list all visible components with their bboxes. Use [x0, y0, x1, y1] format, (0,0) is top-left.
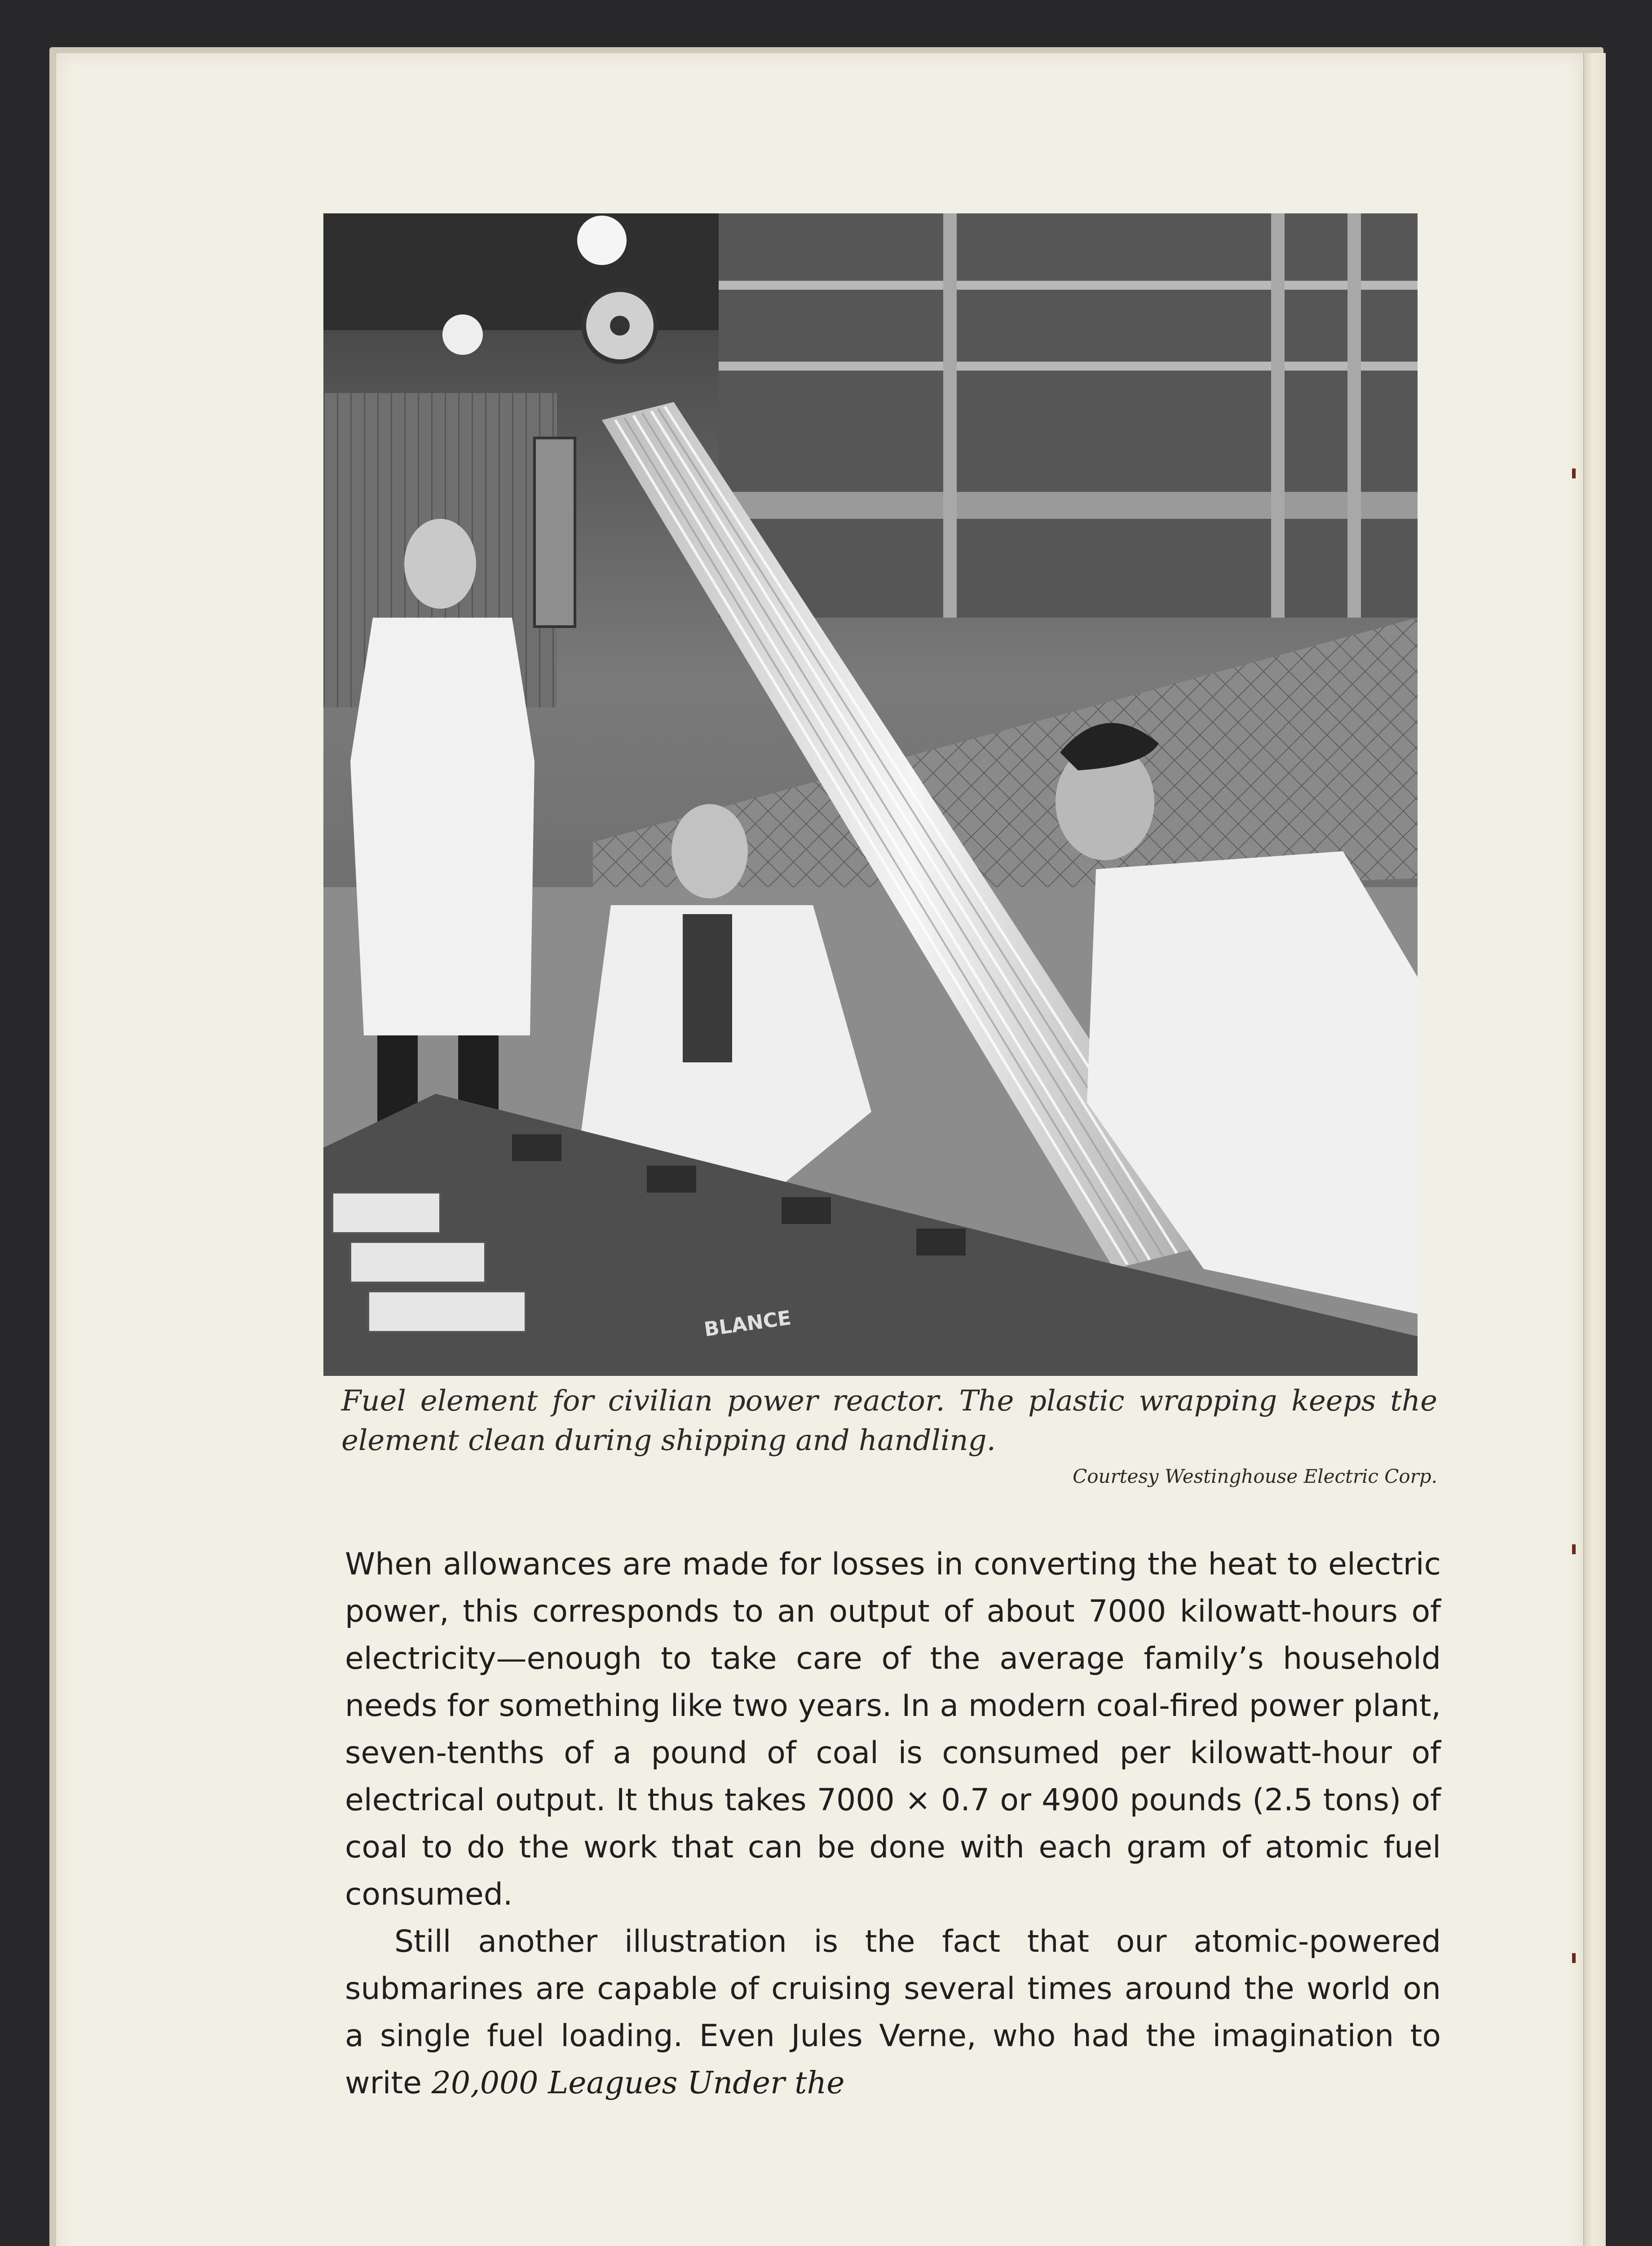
- paragraph-2: [345, 1918, 1441, 2107]
- paragraph-2-text: Still another illustration is the fact that our atomic-powered submarines are capable of cruising several times around the world on a single fuel loading. Even Jules Verne, who had the imagination to write: [345, 1924, 1441, 2101]
- body-text: [345, 1541, 1441, 2107]
- book-title: 20,000 Leagues Under the: [431, 2065, 845, 2101]
- reactor-photo: [323, 213, 1418, 1376]
- next-page-edge: [1583, 53, 1606, 2246]
- photo-credit: Courtesy Westinghouse Electric Corp.: [1073, 1465, 1437, 1487]
- paragraph-1: When allowances are made for losses in converting the heat to electric power, this corresponds to an output of about 7000 kilowatt-hours of electricity—enough to take care of the average family’s household needs for something like two years. In a modern coal-fired power plant, seven-tenths of a pound of coal is consumed per kilowatt-hour of electrical output. It thus takes 7000 × 0.7 or 4900 pounds (2.5 tons) of coal to do the work that can be done with each gram of atomic fuel consumed.: [345, 1547, 1441, 1912]
- photo-caption: [341, 1381, 1437, 1460]
- caption-text: Fuel element for civilian power reactor. The plastic wrapping keeps the element clean during shipping and handling.: [341, 1384, 1437, 1457]
- fixture-label: BLANCE: [702, 1306, 793, 1341]
